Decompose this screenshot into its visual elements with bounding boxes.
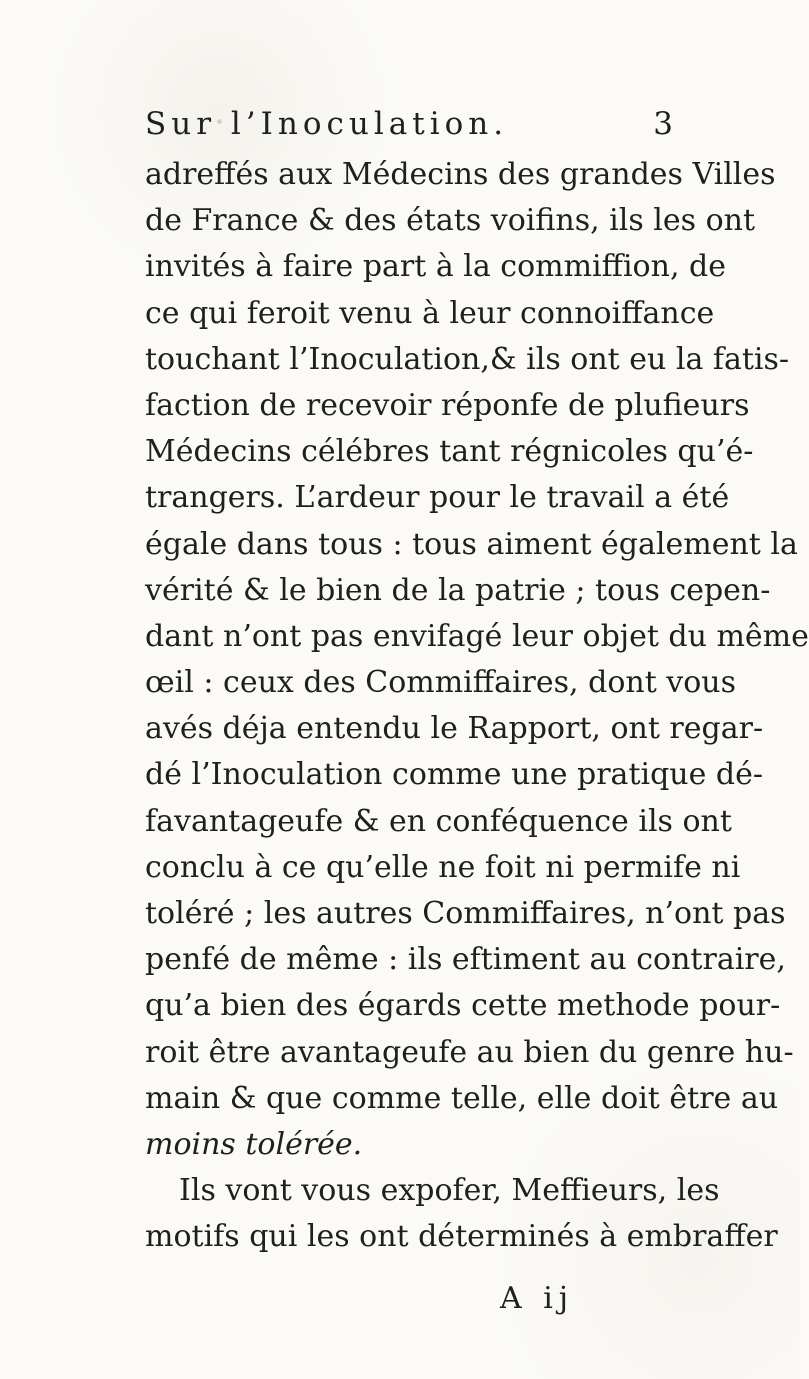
running-head: Sur l’Inoculation.	[145, 106, 509, 142]
text-line: œil : ceux des Commiffaires, dont vous	[145, 665, 737, 701]
text-line: touchant l’Inoculation,& ils ont eu la fatis-	[145, 341, 790, 377]
signature-mark: A ij	[500, 1281, 575, 1316]
text-line: roit être avantageufe au bien du genre hu-	[145, 1034, 794, 1070]
text-line: motifs qui les ont déterminés à embraffer	[145, 1219, 778, 1255]
text-line: Médecins célébres tant régnicoles qu’é-	[145, 434, 754, 470]
text-line: invités à faire part à la commiffion, de	[145, 249, 726, 285]
page-header	[145, 106, 673, 156]
text-line: dant n’ont pas envifagé leur objet du même	[145, 618, 809, 654]
text-line: avés déja entendu le Rapport, ont regar-	[145, 711, 764, 747]
text-line: faction de recevoir réponfe de plufieurs	[145, 387, 750, 423]
text-line: trangers. L’ardeur pour le travail a été	[145, 480, 730, 516]
text-line: penfé de même : ils eftiment au contraire,	[145, 942, 786, 978]
text-line: dé l’Inoculation comme une pratique dé-	[145, 757, 764, 793]
text-line: conclu à ce qu’elle ne foit ni permife ni	[145, 849, 741, 885]
text-line: égale dans tous : tous aiment également la	[145, 526, 798, 562]
text-line: favantageufe & en conféquence ils ont	[145, 803, 732, 839]
body-text	[145, 152, 809, 1261]
text-line-indented: Ils vont vous expofer, Meffieurs, les	[179, 1173, 720, 1209]
text-line: ce qui feroit venu à leur connoiffance	[145, 295, 715, 331]
text-line: de France & des états voifins, ils les ont	[145, 203, 756, 239]
text-line: toléré ; les autres Commiffaires, n’ont pas	[145, 896, 786, 931]
page-number: 3	[653, 106, 673, 142]
text-line: main & que comme telle, elle doit être au	[145, 1080, 779, 1116]
text-line: adreffés aux Médecins des grandes Villes	[145, 157, 776, 192]
text-line: qu’a bien des égards cette methode pour-	[145, 988, 781, 1024]
italic-text-line: moins tolérée.	[145, 1126, 363, 1162]
text-line: vérité & le bien de la patrie ; tous cepen-	[145, 572, 771, 608]
